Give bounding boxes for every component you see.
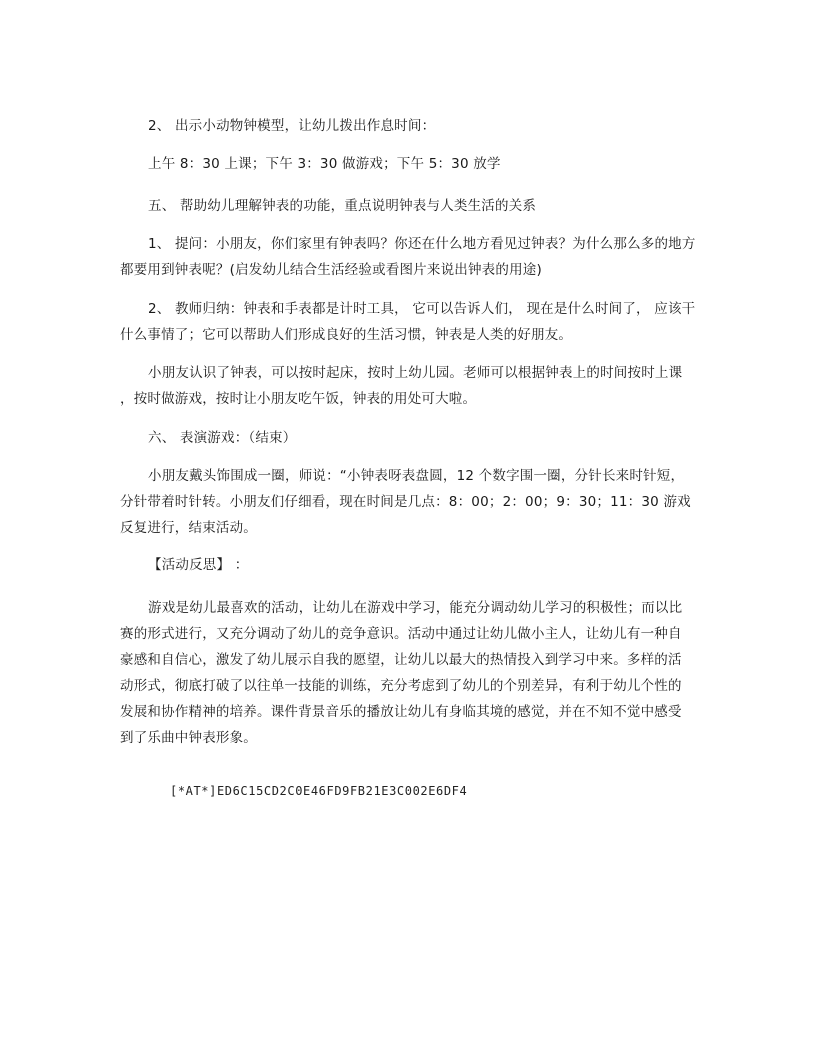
paragraph-step-2-clock-model	[120, 113, 700, 139]
text-line: 2、 教师归纳：钟表和手表都是计时工具， 它可以告诉人们， 现在是什么时间了， 应该干	[148, 301, 696, 317]
document-id-code: [*AT*]ED6C15CD2C0E46FD9FB21E3C002E6DF4	[170, 784, 468, 798]
text-line: 2、 出示小动物钟模型，让幼儿拨出作息时间：	[148, 118, 436, 134]
text-line: 上午 8：30 上课；下午 3：30 做游戏；下午 5：30 放学	[148, 156, 501, 172]
text-line: 小朋友认识了钟表，可以按时起床，按时上幼儿园。老师可以根据钟表上的时间按时上课	[148, 365, 683, 381]
text-line: 小朋友戴头饰围成一圈，师说：“小钟表呀表盘圆，12 个数字围一圈，分针长来时针短，	[148, 468, 685, 484]
section-heading-six	[120, 425, 700, 451]
text-line: 动形式，彻底打破了以往单一技能的训练，充分考虑到了幼儿的个别差异，有利于幼儿个性的	[120, 678, 682, 694]
paragraph-clock-usage	[120, 360, 700, 412]
text-line: 分针带着时针转。小朋友们仔细看，现在时间是几点：8：00；2：00；9：30；11：30 游戏	[120, 494, 691, 510]
text-line: 到了乐曲中钟表形象。	[120, 730, 257, 746]
text-line: 都要用到钟表呢？(启发幼儿结合生活经验或看图片来说出钟表的用途)	[120, 262, 542, 278]
text-line: 反复进行，结束活动。	[120, 520, 257, 536]
text-line: ，按时做游戏，按时让小朋友吃午饭，钟表的用处可大啦。	[120, 391, 477, 407]
paragraph-reflection	[120, 595, 700, 751]
text-line: 赛的形式进行，又充分调动了幼儿的竞争意识。活动中通过让幼儿做小主人，让幼儿有一种自	[120, 626, 682, 642]
text-line: 1、 提问：小朋友，你们家里有钟表吗？你还在什么地方看见过钟表？为什么那么多的地方	[148, 236, 696, 252]
text-line: 游戏是幼儿最喜欢的活动，让幼儿在游戏中学习，能充分调动幼儿学习的积极性；而以比	[148, 600, 683, 616]
paragraph-game	[120, 463, 700, 541]
reflection-heading	[120, 552, 700, 578]
text-line: 豪感和自信心，激发了幼儿展示自我的愿望，让幼儿以最大的热情投入到学习中来。多样的活	[120, 652, 682, 668]
paragraph-question	[120, 231, 700, 283]
text-line: 发展和协作精神的培养。课件背景音乐的播放让幼儿有身临其境的感觉，并在不知不觉中感受	[120, 704, 682, 720]
paragraph-schedule	[120, 151, 700, 177]
paragraph-teacher-summary	[120, 296, 700, 348]
section-heading-five	[120, 193, 700, 219]
text-line: 【活动反思】 ：	[148, 557, 249, 573]
text-line: 什么事情了；它可以帮助人们形成良好的生活习惯，钟表是人类的好朋友。	[120, 327, 573, 343]
text-line: 六、 表演游戏：（结束）	[148, 430, 297, 446]
text-line: 五、 帮助幼儿理解钟表的功能，重点说明钟表与人类生活的关系	[148, 198, 537, 214]
